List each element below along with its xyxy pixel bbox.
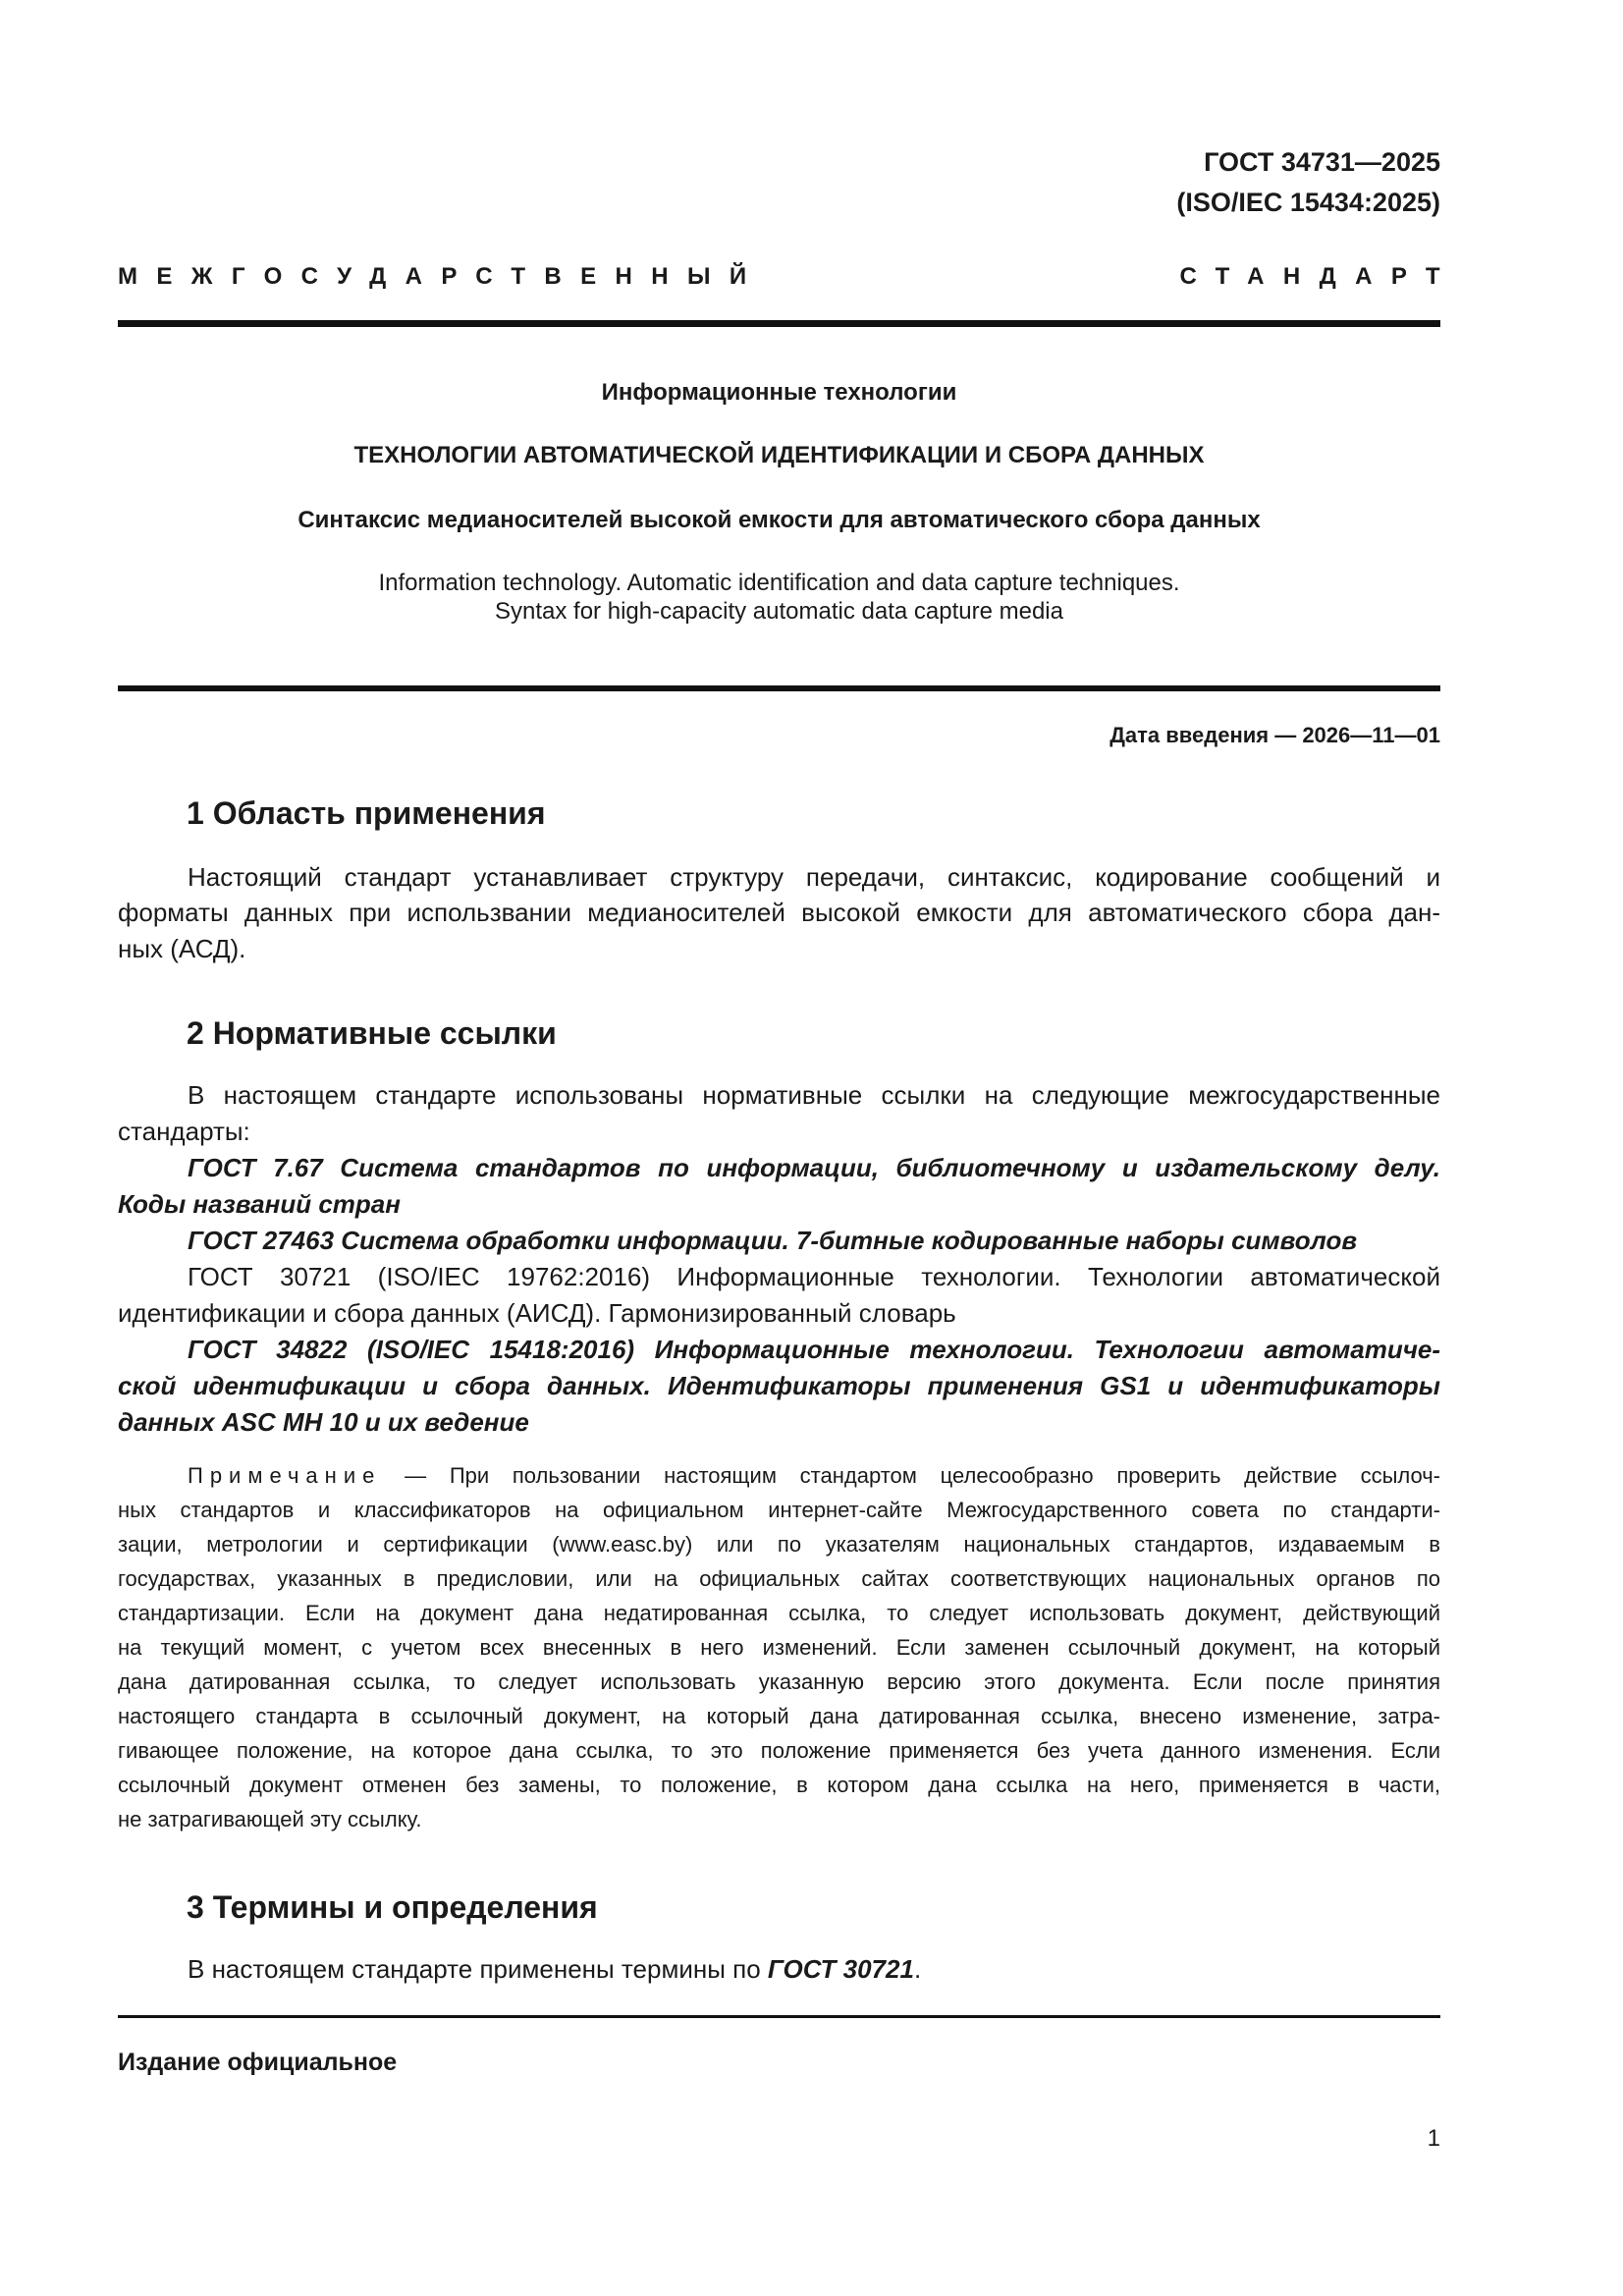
official-edition-label: Издание официальное bbox=[118, 2049, 398, 2076]
standard-designation: ГОСТ 34731—2025 bbox=[1204, 147, 1440, 177]
section-3-reference: ГОСТ 30721 bbox=[767, 1954, 914, 1984]
title-general: Информационные технологии bbox=[601, 379, 957, 406]
note-line: государствах, указанных в предисловии, или на официальных сайтах соответствующих национальных органов по bbox=[118, 1566, 1440, 1591]
title-english-line1: Information technology. Automatic identification and data capture techniques. bbox=[378, 570, 1180, 596]
section-3-heading: 3 Термины и определения bbox=[187, 1889, 598, 1925]
note-line: гивающее положение, на которое дана ссылка, то это положение применяется без учета данного изменения. Если bbox=[118, 1738, 1440, 1763]
note-line: на текущий момент, с учетом всех внесенных в него изменений. Если заменен ссылочный документ, на который bbox=[118, 1635, 1440, 1660]
header-rule bbox=[118, 320, 1440, 327]
note-line: дана датированная ссылка, то следует использовать указанную версию этого документа. Если после принятия bbox=[118, 1669, 1440, 1694]
section-1-text-line: ных (АСД). bbox=[118, 934, 246, 963]
standard-type-right: СТАНДАРТ bbox=[1179, 263, 1459, 290]
iso-designation: (ISO/IEC 15434:2025) bbox=[1176, 188, 1440, 217]
section-3-text-after: . bbox=[913, 1954, 922, 1984]
section-2-intro-line: стандарты: bbox=[118, 1117, 250, 1146]
note-line: не затрагивающей эту ссылку. bbox=[118, 1807, 422, 1831]
footer-rule bbox=[118, 2015, 1440, 2018]
section-2-intro-line: В настоящем стандарте использованы нормативные ссылки на следующие межгосударственные bbox=[188, 1080, 1440, 1110]
note-line: ных стандартов и классификаторов на официальном интернет-сайте Межгосударственного совета по стандарти- bbox=[118, 1498, 1440, 1522]
section-2-heading: 2 Нормативные ссылки bbox=[187, 1015, 557, 1051]
note-line: зации, метрологии и сертификации (www.easc.by) или по указателям национальных стандартов, издаваемым в bbox=[118, 1532, 1440, 1557]
titles-rule bbox=[118, 685, 1440, 691]
note-line: стандартизации. Если на документ дана недатированная ссылка, то следует использовать документ, действующий bbox=[118, 1601, 1440, 1625]
section-1-text-line: форматы данных при использвании медианосителей высокой емкости для автоматического сбора дан- bbox=[118, 898, 1440, 927]
note-line: настоящего стандарта в ссылочный документ, на который дана датированная ссылка, внесено изменение, затра- bbox=[118, 1704, 1440, 1728]
standard-type-left: МЕЖГОСУДАРСТВЕННЫЙ bbox=[118, 263, 766, 290]
introduction-date: Дата введения — 2026—11—01 bbox=[1109, 723, 1440, 747]
page-number: 1 bbox=[1427, 2125, 1440, 2152]
reference-gost-34822: ГОСТ 34822 (ISO/IEC 15418:2016) Информационные технологии. Технологии автоматиче- bbox=[188, 1335, 1440, 1364]
section-3-text-before: В настоящем стандарте применены термины по bbox=[188, 1954, 768, 1984]
note-label: Примечание bbox=[188, 1463, 382, 1488]
title-sub: Синтаксис медианосителей высокой емкости для автоматического сбора данных bbox=[298, 507, 1261, 533]
section-1-text-line: Настоящий стандарт устанавливает структуру передачи, синтаксис, кодирование сообщений и bbox=[188, 862, 1440, 892]
reference-gost-30721: ГОСТ 30721 (ISO/IEC 19762:2016) Информационные технологии. Технологии автоматической bbox=[188, 1262, 1440, 1291]
note-line: ссылочный документ отменен без замены, то положение, в котором дана ссылка на него, применяется в части, bbox=[118, 1773, 1440, 1797]
section-1-heading: 1 Область применения bbox=[187, 795, 546, 831]
reference-gost-30721-cont: идентификации и сбора данных (АИСД). Гармонизированный словарь bbox=[118, 1298, 956, 1328]
reference-gost-34822-cont: ской идентификации и сбора данных. Идентификаторы применения GS1 и идентификаторы bbox=[118, 1371, 1440, 1400]
section-3-text bbox=[188, 1954, 1510, 1985]
title-english-line2: Syntax for high-capacity automatic data capture media bbox=[495, 598, 1063, 625]
title-main: ТЕХНОЛОГИИ АВТОМАТИЧЕСКОЙ ИДЕНТИФИКАЦИИ И СБОРА ДАННЫХ bbox=[353, 442, 1205, 468]
note-first-line bbox=[188, 1463, 1440, 1489]
reference-gost-7-67-cont: Коды названий стран bbox=[118, 1189, 401, 1219]
reference-gost-34822-cont: данных ASC MH 10 и их ведение bbox=[118, 1407, 529, 1437]
reference-gost-27463: ГОСТ 27463 Система обработки информации. 7-битные кодированные наборы символов bbox=[188, 1226, 1358, 1255]
reference-gost-7-67: ГОСТ 7.67 Система стандартов по информации, библиотечному и издательскому делу. bbox=[188, 1153, 1440, 1182]
note-first-text: — При пользовании настоящим стандартом целесообразно проверить действие ссылоч- bbox=[381, 1463, 1440, 1488]
